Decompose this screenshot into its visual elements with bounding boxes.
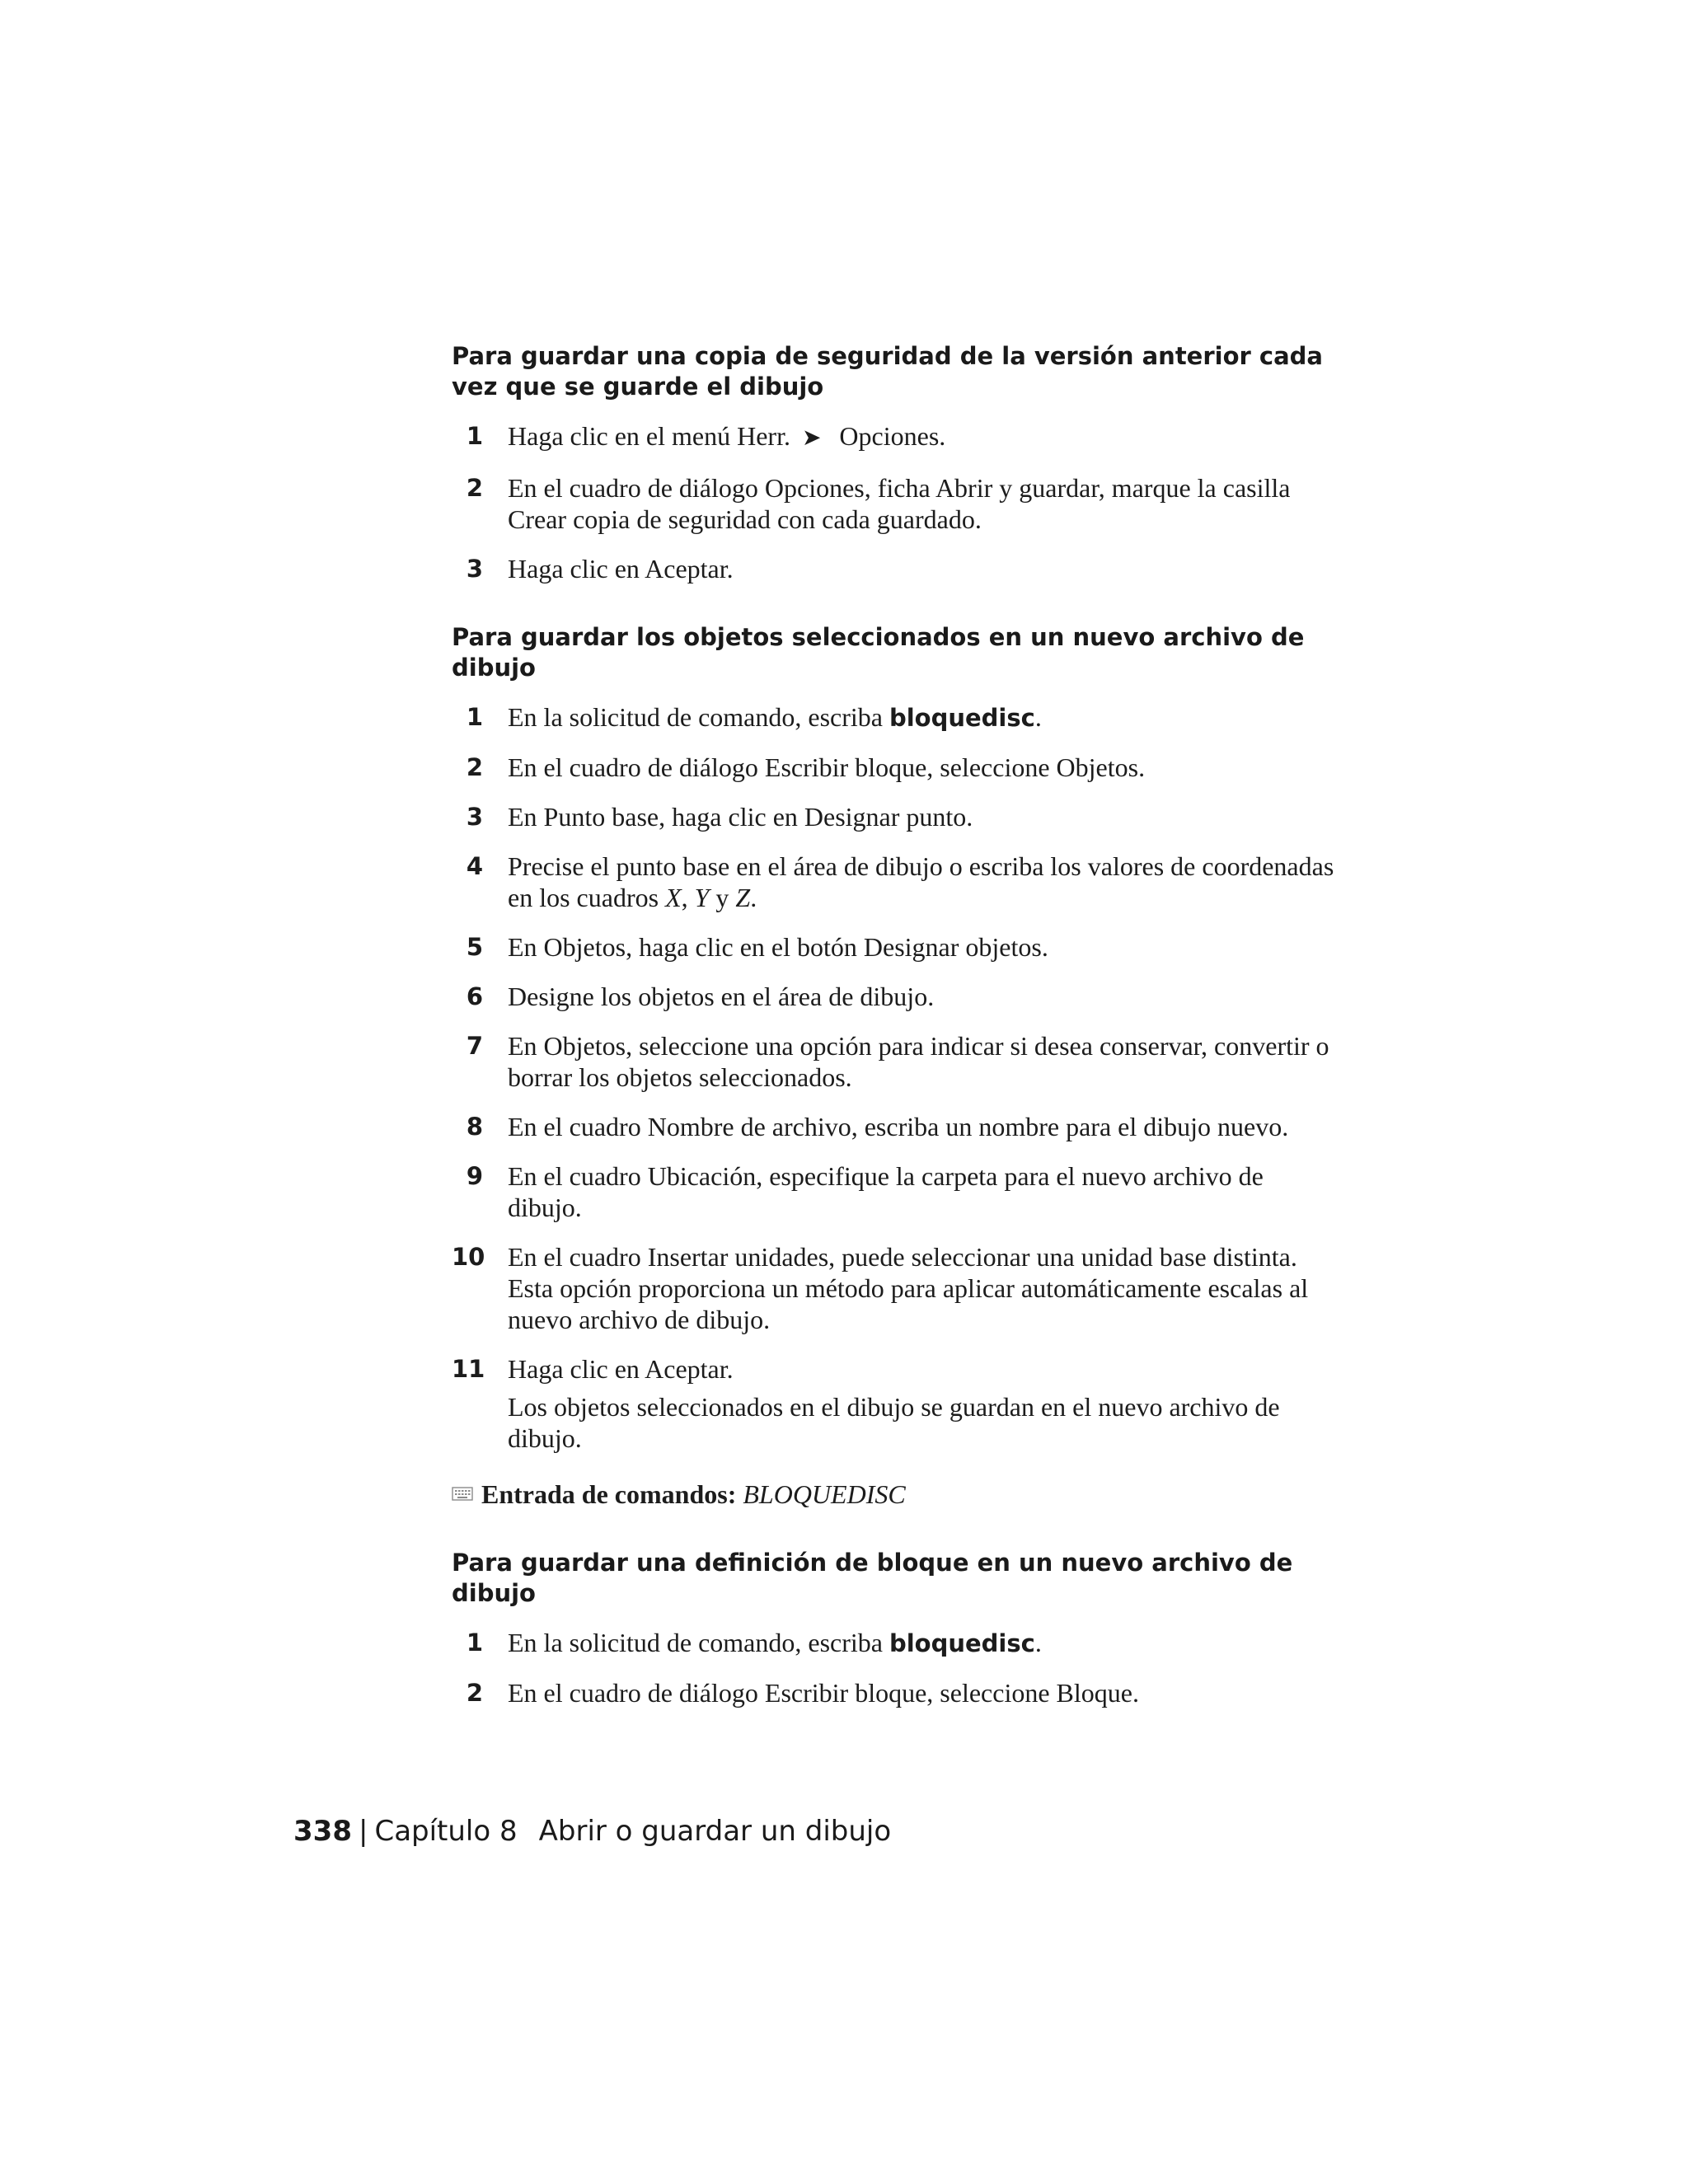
step-number: 2 — [466, 1679, 483, 1707]
step-text — [508, 421, 945, 451]
step-number: 1 — [466, 422, 483, 450]
step-text: En el cuadro de diálogo Escribir bloque, seleccione Objetos. — [508, 752, 1146, 782]
chapter-title: Abrir o guardar un dibujo — [538, 1815, 892, 1848]
step-text: En el cuadro Insertar unidades, puede seleccionar una unidad base distinta. Esta opción proporciona un método para aplicar automáticamente escalas al nuevo archivo de dibujo. — [508, 1242, 1309, 1334]
step-item — [452, 981, 1342, 1012]
step-item — [452, 1160, 1342, 1223]
page-number: 338 — [293, 1815, 352, 1848]
page-footer — [293, 1813, 891, 1849]
step-list — [452, 420, 1342, 584]
step-number: 9 — [466, 1162, 483, 1190]
step-item — [452, 752, 1342, 783]
step-list — [452, 701, 1342, 1454]
step-item — [452, 420, 1342, 454]
section-backup-copy — [452, 341, 1342, 584]
command-entry — [452, 1479, 1342, 1510]
step-item — [452, 701, 1342, 733]
step-number: 3 — [466, 803, 483, 831]
step-text-pre: En la solicitud de comando, escriba — [508, 702, 889, 732]
step-item — [452, 1677, 1342, 1708]
page-content — [452, 341, 1342, 1746]
coord-y: Y — [694, 883, 710, 912]
step-number: 4 — [466, 852, 483, 880]
step-number: 8 — [466, 1113, 483, 1141]
step-item — [452, 1627, 1342, 1659]
section-heading: Para guardar una definición de bloque en un nuevo archivo de dibujo — [452, 1549, 1293, 1607]
step-item — [452, 1030, 1342, 1093]
step-item — [452, 553, 1342, 584]
step-number: 10 — [452, 1243, 485, 1271]
step-text-post: . — [1034, 1628, 1042, 1657]
step-text-b: Opciones. — [839, 421, 946, 451]
step-number: 1 — [466, 703, 483, 731]
step-text — [508, 1628, 1042, 1657]
step-text: Haga clic en Aceptar. — [508, 554, 734, 583]
step-text-post: . — [750, 883, 757, 912]
step-item — [452, 1353, 1342, 1454]
step-number: 5 — [466, 933, 483, 961]
keyboard-icon — [452, 1485, 473, 1503]
footer-separator: | — [358, 1815, 368, 1848]
step-text: En el cuadro de diálogo Escribir bloque, seleccione Bloque. — [508, 1678, 1139, 1708]
step-number: 7 — [466, 1032, 483, 1060]
step-number: 2 — [466, 474, 483, 502]
step-list — [452, 1627, 1342, 1708]
coord-x: X — [665, 883, 682, 912]
step-text: En Objetos, seleccione una opción para indicar si desea conservar, convertir o borrar los objetos seleccionados. — [508, 1031, 1329, 1092]
step-text: En el cuadro de diálogo Opciones, ficha Abrir y guardar, marque la casilla Crear copia de seguridad con cada guardado. — [508, 473, 1291, 534]
step-text: En Objetos, haga clic en el botón Designar objetos. — [508, 932, 1048, 962]
section-heading: Para guardar los objetos seleccionados en un nuevo archivo de dibujo — [452, 623, 1305, 682]
step-text-pre: Precise el punto base en el área de dibujo o escriba los valores de coordenadas en los cuadros — [508, 851, 1334, 912]
step-text-pre: En la solicitud de comando, escriba — [508, 1628, 889, 1657]
step-text-a: Haga clic en el menú Herr. — [508, 421, 790, 451]
command-entry-value: BLOQUEDISC — [743, 1479, 906, 1509]
section-heading: Para guardar una copia de seguridad de la versión anterior cada vez que se guarde el dibujo — [452, 342, 1323, 401]
step-item — [452, 472, 1342, 535]
step-result-text: Los objetos seleccionados en el dibujo se guardan en el nuevo archivo de dibujo. — [508, 1392, 1280, 1453]
step-text: Designe los objetos en el área de dibujo. — [508, 982, 935, 1011]
step-text: En el cuadro Nombre de archivo, escriba un nombre para el dibujo nuevo. — [508, 1112, 1289, 1141]
step-item — [452, 931, 1342, 963]
command-keyword: bloquedisc — [889, 1629, 1035, 1657]
command-keyword: bloquedisc — [889, 704, 1035, 732]
coord-sep-2: y — [709, 883, 736, 912]
step-number: 6 — [466, 982, 483, 1010]
coord-sep-1: , — [681, 883, 695, 912]
coord-z: Z — [735, 883, 751, 912]
step-item — [452, 851, 1342, 913]
step-text — [508, 702, 1042, 732]
step-text: Haga clic en Aceptar. — [508, 1354, 734, 1384]
chapter-label: Capítulo 8 — [374, 1815, 518, 1848]
menu-arrow-icon: ➤ — [801, 425, 822, 451]
section-save-block-definition — [452, 1548, 1342, 1708]
step-item — [452, 1111, 1342, 1142]
command-entry-label: Entrada de comandos: — [481, 1479, 737, 1509]
step-text — [508, 851, 1334, 912]
step-text: En el cuadro Ubicación, especifique la carpeta para el nuevo archivo de dibujo. — [508, 1161, 1264, 1222]
step-number: 11 — [452, 1355, 485, 1383]
step-item — [452, 801, 1342, 832]
step-text-post: . — [1034, 702, 1042, 732]
step-number: 1 — [466, 1629, 483, 1657]
step-item — [452, 1241, 1342, 1335]
step-text: En Punto base, haga clic en Designar punto. — [508, 802, 973, 832]
step-number: 3 — [466, 555, 483, 583]
step-number: 2 — [466, 753, 483, 781]
section-save-selected-objects — [452, 622, 1342, 1454]
